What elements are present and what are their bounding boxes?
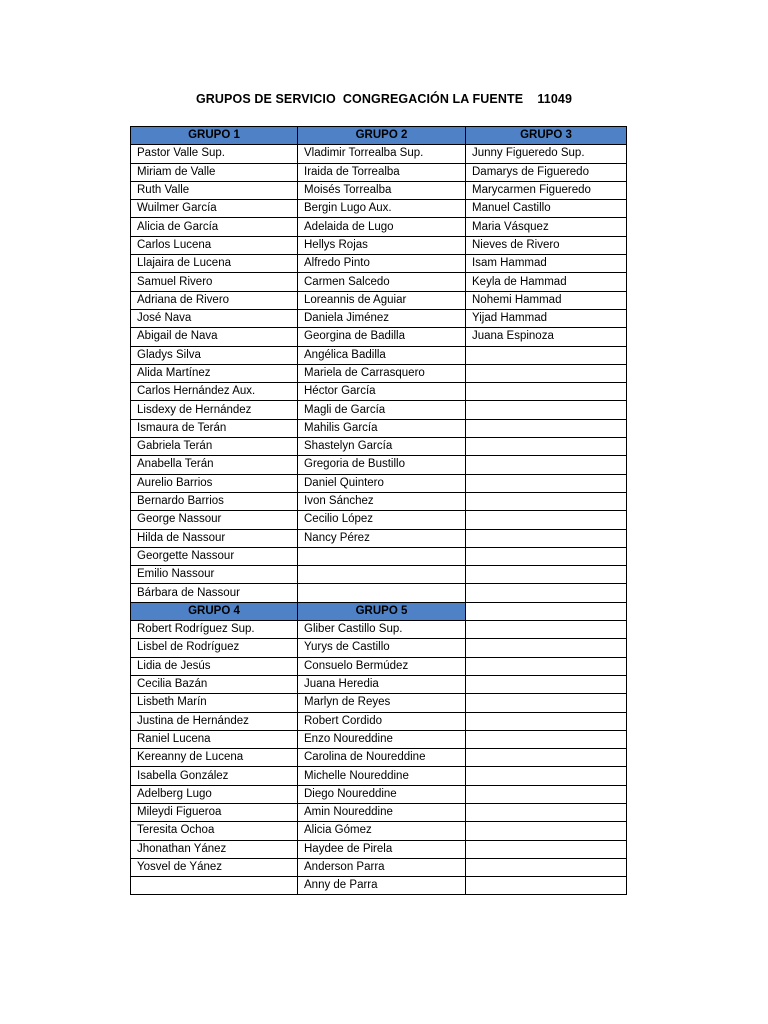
member-name-cell: Marlyn de Reyes	[298, 694, 466, 712]
member-name-cell	[466, 547, 627, 565]
member-name-cell: Teresita Ochoa	[131, 822, 298, 840]
member-name-cell: Alicia Gómez	[298, 822, 466, 840]
table-row	[131, 621, 627, 639]
table-row	[131, 181, 627, 199]
member-name-cell: Carlos Lucena	[131, 236, 298, 254]
table-row	[131, 822, 627, 840]
member-name-cell	[298, 547, 466, 565]
member-name-cell: Junny Figueredo Sup.	[466, 145, 627, 163]
member-name-cell	[466, 803, 627, 821]
member-name-cell: Yosvel de Yánez	[131, 858, 298, 876]
member-name-cell: Daniela Jiménez	[298, 309, 466, 327]
member-name-cell: Abigail de Nava	[131, 328, 298, 346]
member-name-cell: George Nassour	[131, 511, 298, 529]
member-name-cell: Moisés Torrealba	[298, 181, 466, 199]
member-name-cell: Bergin Lugo Aux.	[298, 200, 466, 218]
member-name-cell	[466, 657, 627, 675]
member-name-cell	[466, 584, 627, 602]
table-row	[131, 547, 627, 565]
member-name-cell	[466, 858, 627, 876]
member-name-cell: Cecilia Bazán	[131, 675, 298, 693]
member-name-cell: Ruth Valle	[131, 181, 298, 199]
table-row	[131, 438, 627, 456]
table-row	[131, 163, 627, 181]
member-name-cell: Shastelyn García	[298, 438, 466, 456]
member-name-cell: Bernardo Barrios	[131, 492, 298, 510]
member-name-cell: Juana Heredia	[298, 675, 466, 693]
table-row	[131, 255, 627, 273]
member-name-cell	[466, 785, 627, 803]
member-name-cell	[466, 840, 627, 858]
member-name-cell: Angélica Badilla	[298, 346, 466, 364]
table-row	[131, 364, 627, 382]
member-name-cell	[466, 621, 627, 639]
member-name-cell	[466, 529, 627, 547]
group-header-cell: GRUPO 3	[466, 127, 627, 145]
member-name-cell	[466, 492, 627, 510]
member-name-cell: Isabella González	[131, 767, 298, 785]
member-name-cell: Hilda de Nassour	[131, 529, 298, 547]
table-row	[131, 803, 627, 821]
member-name-cell	[466, 639, 627, 657]
member-name-cell	[466, 346, 627, 364]
member-name-cell: Marycarmen Figueredo	[466, 181, 627, 199]
member-name-cell	[466, 438, 627, 456]
member-name-cell: Jhonathan Yánez	[131, 840, 298, 858]
member-name-cell	[466, 767, 627, 785]
table-row	[131, 694, 627, 712]
table-row	[131, 401, 627, 419]
member-name-cell: Mileydi Figueroa	[131, 803, 298, 821]
member-name-cell: Emilio Nassour	[131, 566, 298, 584]
member-name-cell: Enzo Noureddine	[298, 730, 466, 748]
member-name-cell	[466, 401, 627, 419]
member-name-cell: Lisdexy de Hernández	[131, 401, 298, 419]
member-name-cell: Héctor García	[298, 383, 466, 401]
member-name-cell: Manuel Castillo	[466, 200, 627, 218]
table-row	[131, 675, 627, 693]
member-name-cell: Gladys Silva	[131, 346, 298, 364]
table-row	[131, 236, 627, 254]
member-name-cell: Carlos Hernández Aux.	[131, 383, 298, 401]
table-row	[131, 492, 627, 510]
member-name-cell	[466, 675, 627, 693]
member-name-cell	[466, 364, 627, 382]
member-name-cell: Ivon Sánchez	[298, 492, 466, 510]
member-name-cell: Maria Vásquez	[466, 218, 627, 236]
member-name-cell: Hellys Rojas	[298, 236, 466, 254]
member-name-cell: Daniel Quintero	[298, 474, 466, 492]
table-row	[131, 858, 627, 876]
member-name-cell: Robert Rodríguez Sup.	[131, 621, 298, 639]
member-name-cell: Samuel Rivero	[131, 273, 298, 291]
member-name-cell: Alfredo Pinto	[298, 255, 466, 273]
member-name-cell	[466, 383, 627, 401]
member-name-cell: Carmen Salcedo	[298, 273, 466, 291]
member-name-cell: Llajaira de Lucena	[131, 255, 298, 273]
member-name-cell: Nohemi Hammad	[466, 291, 627, 309]
member-name-cell: Robert Cordido	[298, 712, 466, 730]
table-row	[131, 584, 627, 602]
table-row	[131, 456, 627, 474]
table-row	[131, 383, 627, 401]
table-row	[131, 749, 627, 767]
group-header-cell: GRUPO 5	[298, 602, 466, 620]
group-header-cell: GRUPO 1	[131, 127, 298, 145]
table-row	[131, 566, 627, 584]
member-name-cell: Lisbeth Marín	[131, 694, 298, 712]
member-name-cell	[466, 419, 627, 437]
member-name-cell: Georgette Nassour	[131, 547, 298, 565]
member-name-cell: Miriam de Valle	[131, 163, 298, 181]
member-name-cell: Anny de Parra	[298, 877, 466, 895]
member-name-cell: Gregoria de Bustillo	[298, 456, 466, 474]
member-name-cell: Adelberg Lugo	[131, 785, 298, 803]
member-name-cell: Magli de García	[298, 401, 466, 419]
table-row	[131, 346, 627, 364]
member-name-cell: Loreannis de Aguiar	[298, 291, 466, 309]
table-row	[131, 419, 627, 437]
member-name-cell	[131, 877, 298, 895]
member-name-cell: Aurelio Barrios	[131, 474, 298, 492]
member-name-cell: Lisbel de Rodríguez	[131, 639, 298, 657]
member-name-cell	[298, 584, 466, 602]
member-name-cell: José Nava	[131, 309, 298, 327]
member-name-cell	[298, 566, 466, 584]
member-name-cell: Damarys de Figueredo	[466, 163, 627, 181]
member-name-cell: Adelaida de Lugo	[298, 218, 466, 236]
member-name-cell: Cecilio López	[298, 511, 466, 529]
group-header-row	[131, 127, 627, 145]
service-groups-table	[130, 126, 627, 895]
member-name-cell: Yijad Hammad	[466, 309, 627, 327]
table-body	[131, 127, 627, 895]
member-name-cell: Consuelo Bermúdez	[298, 657, 466, 675]
member-name-cell: Alicia de García	[131, 218, 298, 236]
member-name-cell: Wuilmer García	[131, 200, 298, 218]
member-name-cell: Isam Hammad	[466, 255, 627, 273]
member-name-cell: Lidia de Jesús	[131, 657, 298, 675]
member-name-cell: Anabella Terán	[131, 456, 298, 474]
table-row	[131, 328, 627, 346]
member-name-cell	[466, 474, 627, 492]
table-row	[131, 291, 627, 309]
member-name-cell: Mariela de Carrasquero	[298, 364, 466, 382]
member-name-cell	[466, 511, 627, 529]
table-row	[131, 218, 627, 236]
group-header-cell: GRUPO 4	[131, 602, 298, 620]
member-name-cell: Amin Noureddine	[298, 803, 466, 821]
table-row	[131, 730, 627, 748]
member-name-cell: Diego Noureddine	[298, 785, 466, 803]
member-name-cell: Yurys de Castillo	[298, 639, 466, 657]
member-name-cell: Vladimir Torrealba Sup.	[298, 145, 466, 163]
table-row	[131, 785, 627, 803]
member-name-cell: Mahilis García	[298, 419, 466, 437]
table-row	[131, 877, 627, 895]
member-name-cell: Keyla de Hammad	[466, 273, 627, 291]
member-name-cell	[466, 602, 627, 620]
member-name-cell: Nieves de Rivero	[466, 236, 627, 254]
member-name-cell	[466, 730, 627, 748]
member-name-cell: Carolina de Noureddine	[298, 749, 466, 767]
table-row	[131, 639, 627, 657]
member-name-cell	[466, 877, 627, 895]
member-name-cell: Anderson Parra	[298, 858, 466, 876]
member-name-cell: Juana Espinoza	[466, 328, 627, 346]
member-name-cell	[466, 749, 627, 767]
member-name-cell: Michelle Noureddine	[298, 767, 466, 785]
member-name-cell: Bárbara de Nassour	[131, 584, 298, 602]
member-name-cell	[466, 822, 627, 840]
group-header-cell: GRUPO 2	[298, 127, 466, 145]
member-name-cell: Haydee de Pirela	[298, 840, 466, 858]
table-row	[131, 474, 627, 492]
table-row	[131, 273, 627, 291]
member-name-cell: Ismaura de Terán	[131, 419, 298, 437]
table-row	[131, 767, 627, 785]
member-name-cell: Kereanny de Lucena	[131, 749, 298, 767]
member-name-cell: Alida Martínez	[131, 364, 298, 382]
member-name-cell: Georgina de Badilla	[298, 328, 466, 346]
member-name-cell: Adriana de Rivero	[131, 291, 298, 309]
table-row	[131, 200, 627, 218]
table-row	[131, 529, 627, 547]
member-name-cell: Gabriela Terán	[131, 438, 298, 456]
table-row	[131, 511, 627, 529]
member-name-cell: Raniel Lucena	[131, 730, 298, 748]
member-name-cell: Pastor Valle Sup.	[131, 145, 298, 163]
document-title: GRUPOS DE SERVICIO CONGREGACIÓN LA FUENTE 11049	[195, 92, 572, 106]
table-row	[131, 657, 627, 675]
member-name-cell	[466, 566, 627, 584]
member-name-cell: Iraida de Torrealba	[298, 163, 466, 181]
table-row	[131, 840, 627, 858]
member-name-cell: Gliber Castillo Sup.	[298, 621, 466, 639]
table-row	[131, 309, 627, 327]
table-row	[131, 712, 627, 730]
member-name-cell	[466, 712, 627, 730]
group-header-row	[131, 602, 627, 620]
member-name-cell: Justina de Hernández	[131, 712, 298, 730]
member-name-cell	[466, 456, 627, 474]
member-name-cell: Nancy Pérez	[298, 529, 466, 547]
member-name-cell	[466, 694, 627, 712]
table-row	[131, 145, 627, 163]
